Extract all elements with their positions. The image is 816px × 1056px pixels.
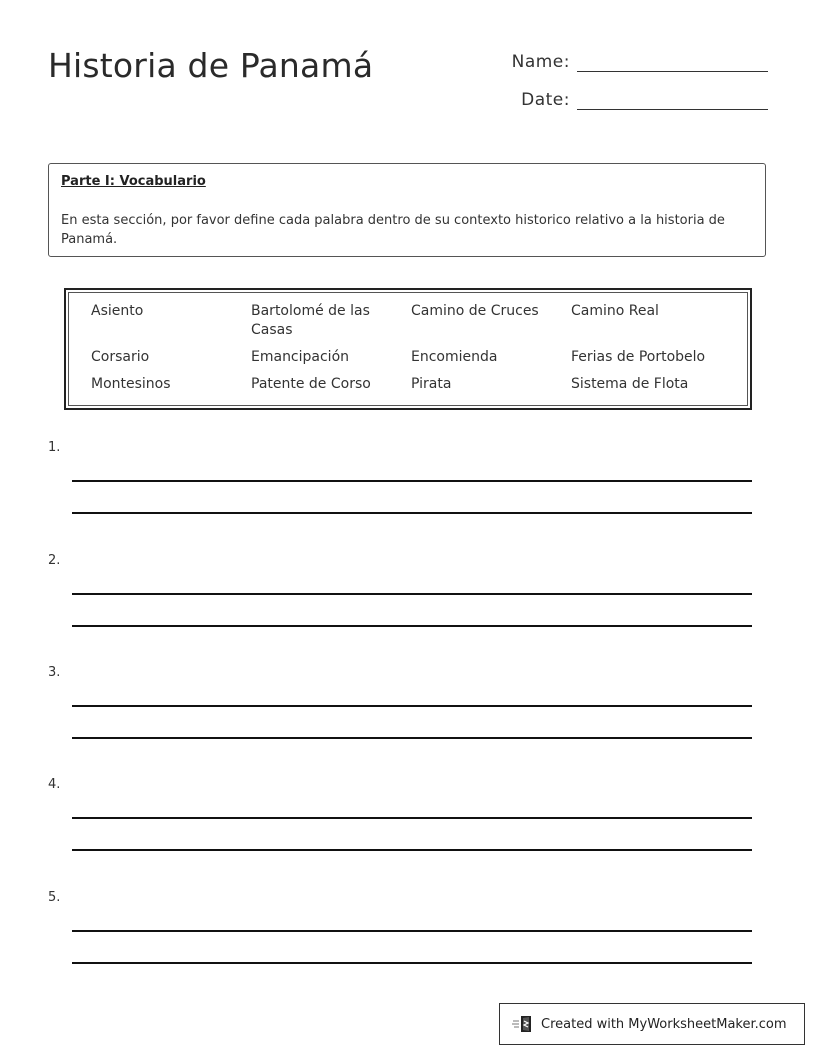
question-number: 3. <box>48 665 61 680</box>
instructions-text: En esta sección, por favor define cada palabra dentro de su contexto historico relativo a la historia de Panamá. <box>61 213 725 247</box>
date-label: Date: <box>521 90 570 110</box>
question-3 <box>0 665 816 765</box>
question-2 <box>0 553 816 653</box>
name-input-line[interactable] <box>577 53 768 72</box>
footer-text: Created with MyWorksheetMaker.com <box>541 1016 787 1032</box>
instructions-box <box>48 163 766 257</box>
word-bank-item: Bartolomé de las Casas <box>251 303 370 338</box>
question-number: 4. <box>48 777 61 792</box>
word-bank-item: Sistema de Flota <box>571 376 689 392</box>
question-number: 5. <box>48 890 61 905</box>
word-bank-item: Ferias de Portobelo <box>571 349 706 365</box>
word-bank-item: Montesinos <box>91 376 171 392</box>
question-4 <box>0 777 816 877</box>
answer-line[interactable] <box>72 593 752 595</box>
name-field <box>490 52 768 72</box>
word-bank-item: Encomienda <box>411 349 498 365</box>
question-5 <box>0 890 816 990</box>
question-number: 2. <box>48 553 61 568</box>
word-bank <box>64 288 752 410</box>
page-title: Historia de Panamá <box>48 46 374 85</box>
answer-line[interactable] <box>72 849 752 851</box>
name-label: Name: <box>511 52 570 72</box>
answer-line[interactable] <box>72 817 752 819</box>
answer-line[interactable] <box>72 930 752 932</box>
worksheet-maker-logo-icon <box>512 1014 536 1034</box>
word-bank-item: Patente de Corso <box>251 376 371 392</box>
word-bank-item: Corsario <box>91 349 150 365</box>
answer-line[interactable] <box>72 705 752 707</box>
question-number: 1. <box>48 440 61 455</box>
answer-line[interactable] <box>72 962 752 964</box>
answer-line[interactable] <box>72 737 752 739</box>
answer-line[interactable] <box>72 480 752 482</box>
footer-badge[interactable] <box>499 1003 805 1045</box>
word-bank-item: Pirata <box>411 376 452 392</box>
word-bank-item: Emancipación <box>251 349 350 365</box>
word-bank-item: Camino de Cruces <box>411 303 539 319</box>
date-field <box>490 90 768 110</box>
answer-line[interactable] <box>72 512 752 514</box>
answer-line[interactable] <box>72 625 752 627</box>
date-input-line[interactable] <box>577 91 768 110</box>
word-bank-item: Camino Real <box>571 303 659 319</box>
section-title: Parte I: Vocabulario <box>61 174 206 189</box>
question-1 <box>0 440 816 540</box>
word-bank-item: Asiento <box>91 303 144 319</box>
word-bank-grid <box>91 302 741 394</box>
